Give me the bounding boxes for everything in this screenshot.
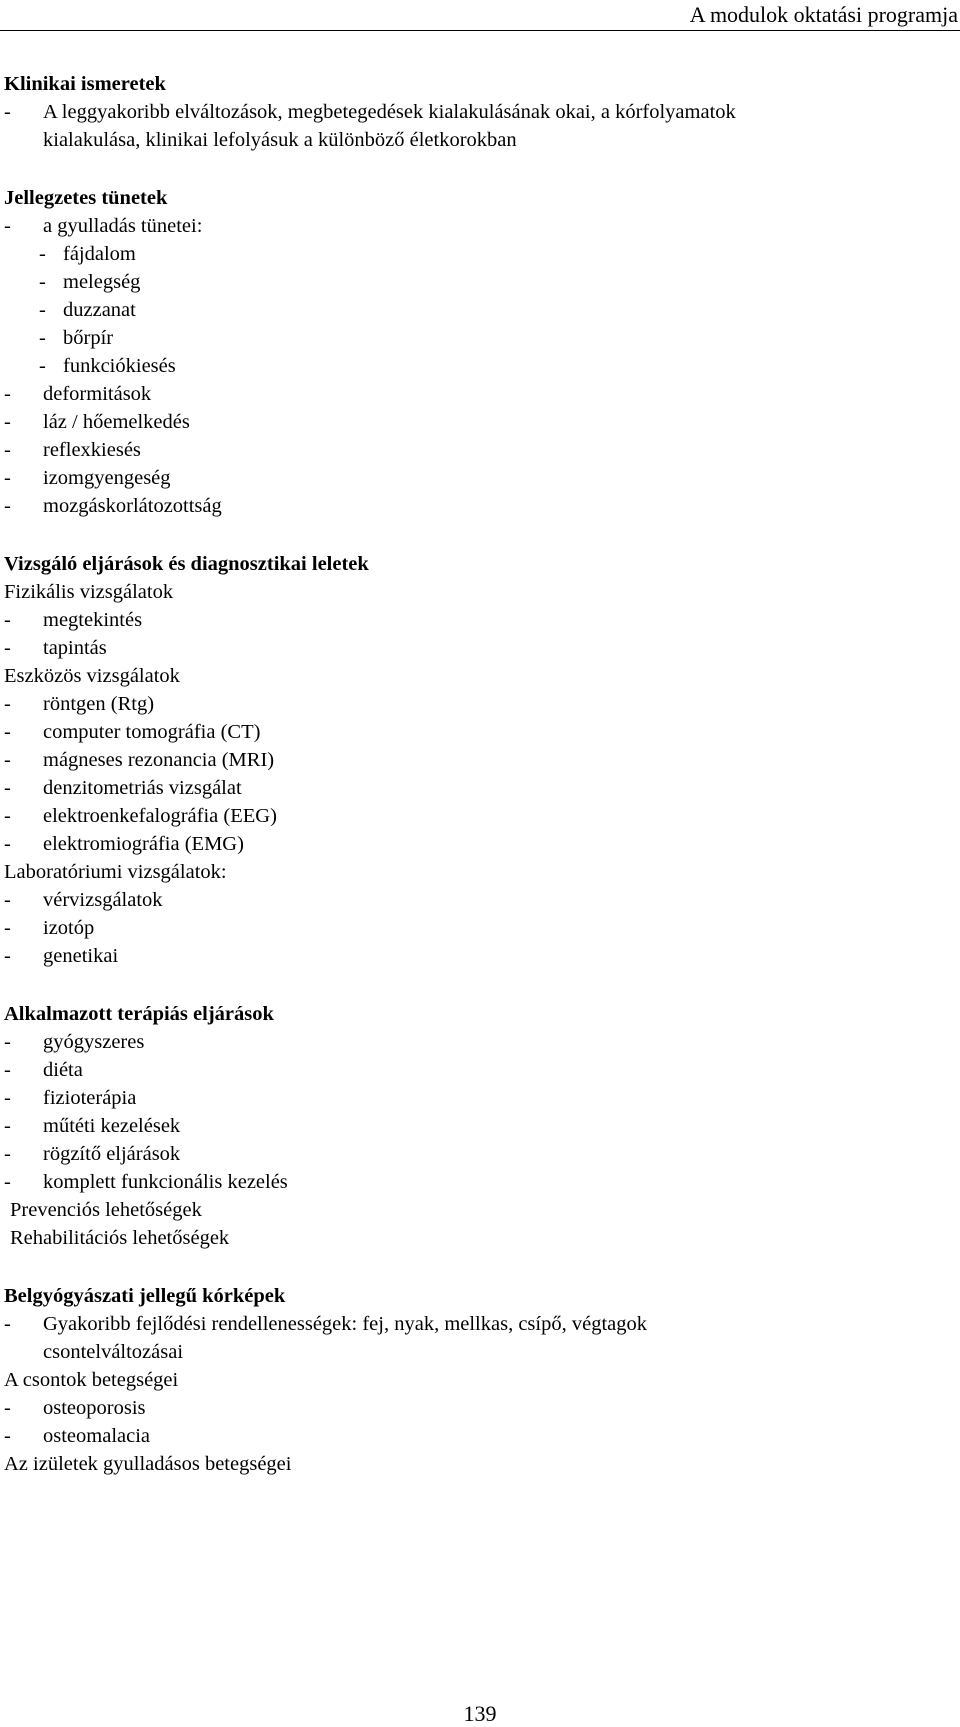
list-dash: - (4, 833, 11, 855)
list-dash: - (4, 101, 11, 123)
list-item-text: duzzanat (63, 299, 136, 321)
subsection-label: Prevenciós lehetőségek (10, 1199, 202, 1221)
list-dash: - (4, 439, 11, 461)
list-item (4, 1311, 904, 1337)
list-dash: - (4, 749, 11, 771)
list-item-text: osteoporosis (43, 1397, 146, 1419)
subsection-label: Fizikális vizsgálatok (4, 581, 174, 603)
list-item-text: computer tomográfia (CT) (43, 721, 261, 743)
list-item (4, 1085, 904, 1111)
list-dash: - (4, 777, 11, 799)
list-dash: - (39, 355, 46, 377)
list-dash: - (4, 467, 11, 489)
list-item-text: elektroenkefalográfia (EEG) (43, 805, 277, 827)
list-item-text: vérvizsgálatok (43, 889, 163, 911)
list-item-text: gyógyszeres (43, 1031, 145, 1053)
list-item-text: a gyulladás tünetei: (43, 215, 203, 237)
list-item-text: reflexkiesés (43, 439, 141, 461)
list-dash: - (4, 917, 11, 939)
list-item (4, 409, 904, 435)
list-item (4, 1169, 904, 1195)
list-item-text: izotóp (43, 917, 95, 939)
sub-list-item (39, 241, 939, 267)
list-dash: - (4, 721, 11, 743)
list-item (4, 719, 904, 745)
list-dash: - (4, 1087, 11, 1109)
list-item (4, 691, 904, 717)
list-item (4, 635, 904, 661)
subsection-label: A csontok betegségei (4, 1369, 179, 1391)
list-dash: - (4, 495, 11, 517)
list-dash: - (4, 637, 11, 659)
header-rule (0, 30, 960, 31)
list-item-text: bőrpír (63, 327, 114, 349)
list-item (4, 1423, 904, 1449)
list-item-text: tapintás (43, 637, 107, 659)
list-dash: - (4, 1059, 11, 1081)
list-item (4, 1113, 904, 1139)
subsection-label: Laboratóriumi vizsgálatok: (4, 861, 227, 883)
list-item (4, 1395, 904, 1421)
list-item (4, 747, 904, 773)
list-item-text: mágneses rezonancia (MRI) (43, 749, 275, 771)
list-dash: - (4, 1031, 11, 1053)
list-dash: - (4, 889, 11, 911)
list-item-text: deformitások (43, 383, 152, 405)
list-item-text: megtekintés (43, 609, 143, 631)
list-item-text: osteomalacia (43, 1425, 151, 1447)
list-item-text: diéta (43, 1059, 83, 1081)
list-dash: - (39, 271, 46, 293)
list-item (4, 1029, 904, 1055)
subsection-label: Az izületek gyulladásos betegségei (4, 1453, 292, 1475)
section-heading: Vizsgáló eljárások és diagnosztikai leletek (4, 553, 369, 575)
list-dash: - (4, 1313, 11, 1335)
list-dash: - (4, 693, 11, 715)
list-item-text: fizioterápia (43, 1087, 137, 1109)
section-heading: Jellegzetes tünetek (4, 187, 168, 209)
list-dash: - (4, 609, 11, 631)
list-item-text: elektromiográfia (EMG) (43, 833, 244, 855)
page-number: 139 (463, 1701, 497, 1726)
sub-list-item (39, 325, 939, 351)
list-item-text: rögzítő eljárások (43, 1143, 181, 1165)
sub-list-item (39, 297, 939, 323)
list-dash: - (4, 1171, 11, 1193)
list-item-text: izomgyengeség (43, 467, 171, 489)
list-dash: - (4, 1143, 11, 1165)
list-item (4, 493, 904, 519)
list-item-text: komplett funkcionális kezelés (43, 1171, 288, 1193)
list-dash: - (4, 1115, 11, 1137)
list-item-text: melegség (63, 271, 141, 293)
section-heading: Klinikai ismeretek (4, 73, 166, 95)
list-item-text: A leggyakoribb elváltozások, megbetegedések kialakulásának okai, a kórfolyamatok (43, 101, 736, 123)
list-item (4, 1141, 904, 1167)
list-dash: - (4, 945, 11, 967)
list-dash: - (4, 805, 11, 827)
list-dash: - (39, 299, 46, 321)
list-dash: - (4, 411, 11, 433)
list-item (4, 915, 904, 941)
section-heading: Belgyógyászati jellegű kórképek (4, 1285, 286, 1307)
sub-list-item (39, 269, 939, 295)
list-item-text: műtéti kezelések (43, 1115, 181, 1137)
list-dash: - (39, 243, 46, 265)
list-item-continuation: kialakulása, klinikai lefolyásuk a különböző életkorokban (43, 129, 517, 151)
list-item-text: denzitometriás vizsgálat (43, 777, 242, 799)
list-item (4, 99, 904, 125)
subsection-label: Rehabilitációs lehetőségek (10, 1227, 230, 1249)
list-item-text: láz / hőemelkedés (43, 411, 190, 433)
list-item (4, 831, 904, 857)
list-dash: - (39, 327, 46, 349)
list-item-text: fájdalom (63, 243, 136, 265)
list-dash: - (4, 215, 11, 237)
running-header: A modulok oktatási programja (689, 2, 958, 27)
list-item (4, 943, 904, 969)
subsection-label: Eszközös vizsgálatok (4, 665, 180, 687)
list-item (4, 437, 904, 463)
sub-list-item (39, 353, 939, 379)
list-item-text: genetikai (43, 945, 119, 967)
list-item-text: funkciókiesés (63, 355, 176, 377)
section-heading: Alkalmazott terápiás eljárások (4, 1003, 274, 1025)
list-item (4, 887, 904, 913)
list-item-text: mozgáskorlátozottság (43, 495, 222, 517)
list-item (4, 381, 904, 407)
list-item (4, 775, 904, 801)
list-item (4, 607, 904, 633)
list-item (4, 213, 904, 239)
list-item-text: Gyakoribb fejlődési rendellenességek: fej, nyak, mellkas, csípő, végtagok (43, 1313, 647, 1335)
list-item (4, 1057, 904, 1083)
list-item-text: röntgen (Rtg) (43, 693, 155, 715)
list-dash: - (4, 1397, 11, 1419)
list-dash: - (4, 383, 11, 405)
list-item-continuation: csontelváltozásai (43, 1341, 184, 1363)
list-item (4, 803, 904, 829)
list-dash: - (4, 1425, 11, 1447)
list-item (4, 465, 904, 491)
